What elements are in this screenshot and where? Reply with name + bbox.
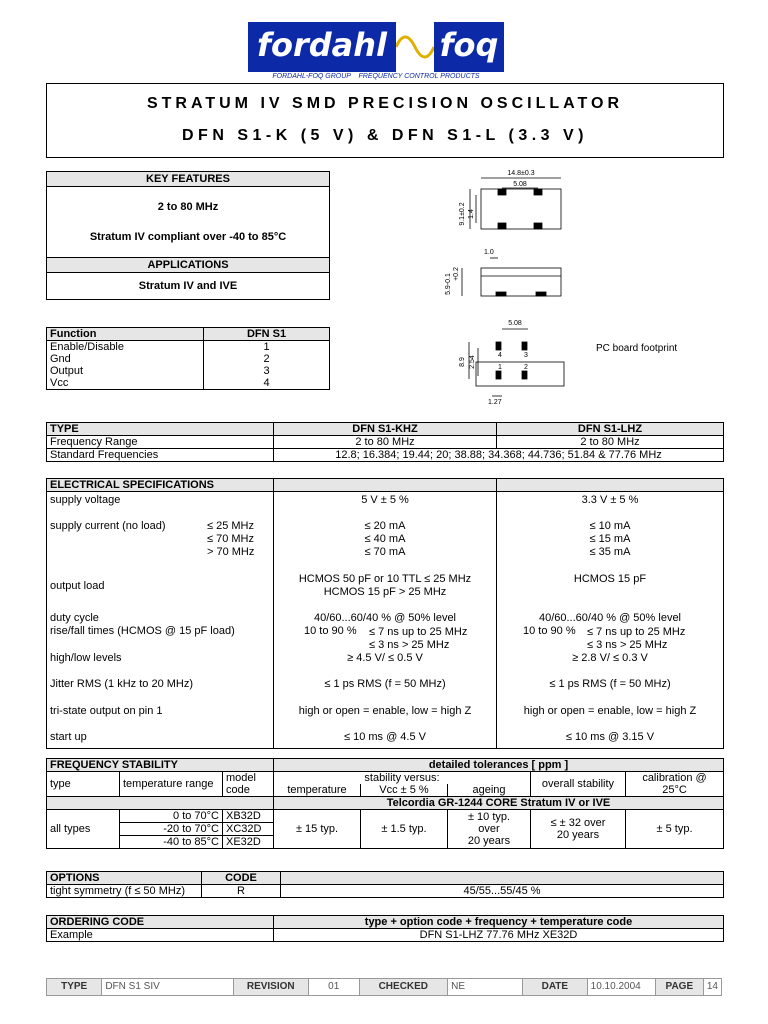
dim-pad-spacing: 1.0 [484, 249, 494, 256]
type-table: TYPE DFN S1-KHZ DFN S1-LHZ Frequency Range 2 to 80 MHz 2 to 80 MHz Standard Frequencies 12.8; 16.384; 19.44; 20; 38.88; 34.368; 44.736; 51.84 & 77.76 MHz [46, 422, 724, 462]
feature-compliance: Stratum IV compliant over -40 to 85°C [89, 231, 287, 243]
pin-label: 2 [524, 364, 528, 371]
page-subtitle: DFN S1-K (5 V) & DFN S1-L (3.3 V) [181, 127, 588, 144]
key-features-body [47, 187, 330, 258]
table-row: -20 to 70°C XC32D [47, 823, 724, 836]
table-row: -40 to 85°C XE32D [47, 836, 724, 849]
table-row: Enable/Disable 1 [47, 341, 330, 354]
dfn-header: DFN S1 [204, 328, 330, 341]
options-table: OPTIONS CODE tight symmetry (f ≤ 50 MHz) R 45/55...55/45 % [46, 871, 724, 898]
dim-fp-height2: 2.54 [469, 355, 476, 369]
dim-pad-height: 1.4 [468, 209, 475, 219]
dim-fp-height: 8.9 [459, 357, 466, 367]
ordering-table: ORDERING CODE type + option code + frequency + temperature code Example DFN S1-LHZ 77.76 MHz XE32D [46, 915, 724, 942]
footer-table: TYPE DFN S1 SIV REVISION 01 CHECKED NE DATE 10.10.2004 PAGE 14 [46, 978, 722, 996]
table-row: Vcc 4 [47, 377, 330, 390]
package-drawing [436, 166, 616, 406]
electrical-table: ELECTRICAL SPECIFICATIONS supply voltage supply current (no load) ≤ 25 MHz ≤ 70 MHz > 70 MHz output load duty cycle rise/fall times (HCMOS @ 15 pF load) high/low levels Jitter RMS (1 kHz to 20 MHz) tri-state output on pin 1 start up 5 V ± 5 % ≤ 20 mA ≤ 40 mA ≤ 70 mA HCMOS 50 pF or 10 TTL ≤ 25 MHz HCMOS 15 pF > 25 MHz 40/60...60/40 % @ 50% level 10 to 90 % ≤ 7 ns up to 25 MHz ≤ 3 ns > 25 MHz ≥ 4.5 V/ ≤ 0.5 V ≤ 1 ps RMS (f = 50 MHz) high or open = enable, low = high Z ≤ 10 ms @ 4.5 V 3.3 V ± 5 % ≤ 10 mA ≤ 15 mA ≤ 35 mA HCMOS 15 pF 40/60...60/40 % @ 50% level 10 to 90 % ≤ 7 ns up to 25 MHz ≤ 3 ns > 25 MHz ≥ 2.8 V/ ≤ 0.3 V ≤ 1 ps RMS (f = 50 MHz) high or open = enable, low = high Z ≤ 10 ms @ 3.15 V [46, 478, 724, 749]
table-row: Example DFN S1-LHZ 77.76 MHz XE32D [47, 929, 724, 942]
key-features-header: KEY FEATURES [47, 172, 330, 187]
function-header: Function [47, 328, 204, 341]
dim-pad-width: 5.08 [513, 181, 527, 188]
table-row: Gnd 2 [47, 353, 330, 365]
dim-width: 14.8±0.3 [507, 170, 535, 177]
title-box [46, 83, 724, 158]
dim-side: 5.9-0.1 [445, 273, 452, 295]
stability-table: FREQUENCY STABILITY detailed tolerances [ ppm ] type temperature range model code stability versus: overall stability calibration @ 25°C temperature Vcc ± 5 % ageing Telcordia GR-1244 CORE Stratum IV or IVE all types 0 to 70°C XB32D ± 15 typ. ± 1.5 typ. ± 10 typ. over 20 years ≤ ± 32 over 20 years ± 5 typ. -20 to 70°C XC32D -40 to 85°C XE32D [46, 758, 724, 849]
pin-label: 1 [498, 364, 502, 371]
dim-fp-pad: 1.27 [488, 399, 502, 406]
page-title: STRATUM IV SMD PRECISION OSCILLATOR [146, 95, 623, 112]
applications-header: APPLICATIONS [47, 258, 330, 273]
logo-left: fordahl [248, 22, 396, 72]
table-row: Output 3 [47, 365, 330, 377]
dim-side-tol: +0.2 [453, 267, 460, 281]
feature-freq: 2 to 80 MHz [157, 201, 219, 213]
table-row: all types 0 to 70°C XB32D ± 15 typ. ± 1.5 typ. ± 10 typ. over 20 years ≤ ± 32 over 20 years ± 5 typ. [47, 810, 724, 823]
table-row: tight symmetry (f ≤ 50 MHz) R 45/55...55/45 % [47, 885, 724, 898]
applications-value: Stratum IV and IVE [47, 273, 330, 300]
logo-right: foq [434, 22, 504, 72]
pin-label: 3 [524, 352, 528, 359]
logo-tagline: FORDAHL-FOQ GROUP FREQUENCY CONTROL PRODUCTS [272, 73, 480, 80]
function-table [46, 327, 330, 390]
pin-label: 4 [498, 352, 502, 359]
sine-wave-icon [396, 22, 434, 72]
dim-fp-width: 5.08 [508, 320, 522, 327]
table-row: Frequency Range 2 to 80 MHz 2 to 80 MHz [47, 436, 724, 449]
pc-board-label: PC board footprint [596, 343, 678, 354]
dim-height: 9.1±0.2 [459, 202, 466, 226]
key-features-table [46, 171, 330, 300]
table-row: Standard Frequencies 12.8; 16.384; 19.44; 20; 38.88; 34.368; 44.736; 51.84 & 77.76 MHz [47, 449, 724, 462]
